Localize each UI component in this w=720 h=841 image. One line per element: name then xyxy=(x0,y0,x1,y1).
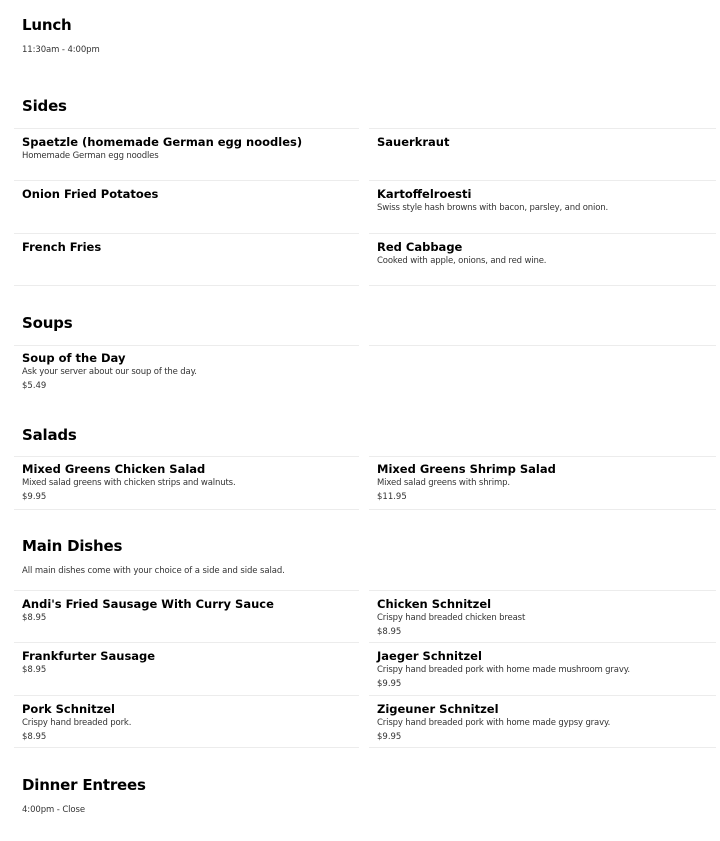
lunch-hours: 11:30am - 4:00pm xyxy=(22,45,100,55)
item-description: Swiss style hash browns with bacon, parsley, and onion. xyxy=(377,203,609,213)
divider xyxy=(14,456,359,457)
divider xyxy=(369,456,716,457)
divider xyxy=(14,128,359,129)
item-description: Mixed salad greens with shrimp. xyxy=(377,478,510,488)
divider xyxy=(369,590,716,591)
divider xyxy=(14,509,359,510)
item-price: $8.95 xyxy=(22,613,47,623)
divider xyxy=(14,590,359,591)
divider xyxy=(369,180,716,181)
item-name: Zigeuner Schnitzel xyxy=(377,702,499,716)
divider xyxy=(14,642,359,643)
item-description: Ask your server about our soup of the day. xyxy=(22,367,197,377)
item-name: Chicken Schnitzel xyxy=(377,597,492,611)
divider xyxy=(369,695,716,696)
divider xyxy=(14,747,359,748)
item-name: Red Cabbage xyxy=(377,240,463,254)
item-price: $9.95 xyxy=(377,679,402,689)
divider xyxy=(369,747,716,748)
sides-heading: Sides xyxy=(22,97,67,115)
item-price: $8.95 xyxy=(377,627,402,637)
item-price: $8.95 xyxy=(22,665,47,675)
soups-heading: Soups xyxy=(22,314,73,332)
main-dishes-heading: Main Dishes xyxy=(22,537,123,555)
item-name: Mixed Greens Shrimp Salad xyxy=(377,462,556,476)
divider xyxy=(369,509,716,510)
divider xyxy=(369,345,716,346)
item-name: Soup of the Day xyxy=(22,351,126,365)
divider xyxy=(369,285,716,286)
item-name: Andi's Fried Sausage With Curry Sauce xyxy=(22,597,274,611)
divider xyxy=(369,642,716,643)
divider xyxy=(14,695,359,696)
item-name: Spaetzle (homemade German egg noodles) xyxy=(22,135,303,149)
item-description: Homemade German egg noodles xyxy=(22,151,159,161)
divider xyxy=(14,285,359,286)
item-name: Jaeger Schnitzel xyxy=(377,649,482,663)
item-description: Crispy hand breaded pork with home made gypsy gravy. xyxy=(377,718,611,728)
main-dishes-note: All main dishes come with your choice of a side and side salad. xyxy=(22,566,285,576)
item-name: Kartoffelroesti xyxy=(377,187,472,201)
divider xyxy=(369,233,716,234)
item-name: Sauerkraut xyxy=(377,135,450,149)
item-price: $9.95 xyxy=(22,492,47,502)
divider xyxy=(14,345,359,346)
salads-heading: Salads xyxy=(22,426,77,444)
item-name: Mixed Greens Chicken Salad xyxy=(22,462,206,476)
item-name: Pork Schnitzel xyxy=(22,702,115,716)
lunch-heading: Lunch xyxy=(22,16,72,34)
item-price: $9.95 xyxy=(377,732,402,742)
item-name: French Fries xyxy=(22,240,102,254)
item-description: Crispy hand breaded pork. xyxy=(22,718,132,728)
item-description: Mixed salad greens with chicken strips and walnuts. xyxy=(22,478,236,488)
item-description: Cooked with apple, onions, and red wine. xyxy=(377,256,547,266)
divider xyxy=(14,180,359,181)
dinner-entrees-heading: Dinner Entrees xyxy=(22,776,146,794)
item-name: Onion Fried Potatoes xyxy=(22,187,159,201)
item-description: Crispy hand breaded chicken breast xyxy=(377,613,526,623)
item-price: $11.95 xyxy=(377,492,407,502)
item-price: $8.95 xyxy=(22,732,47,742)
divider xyxy=(369,128,716,129)
item-description: Crispy hand breaded pork with home made mushroom gravy. xyxy=(377,665,630,675)
dinner-hours: 4:00pm - Close xyxy=(22,805,85,815)
item-price: $5.49 xyxy=(22,381,47,391)
divider xyxy=(14,233,359,234)
item-name: Frankfurter Sausage xyxy=(22,649,156,663)
